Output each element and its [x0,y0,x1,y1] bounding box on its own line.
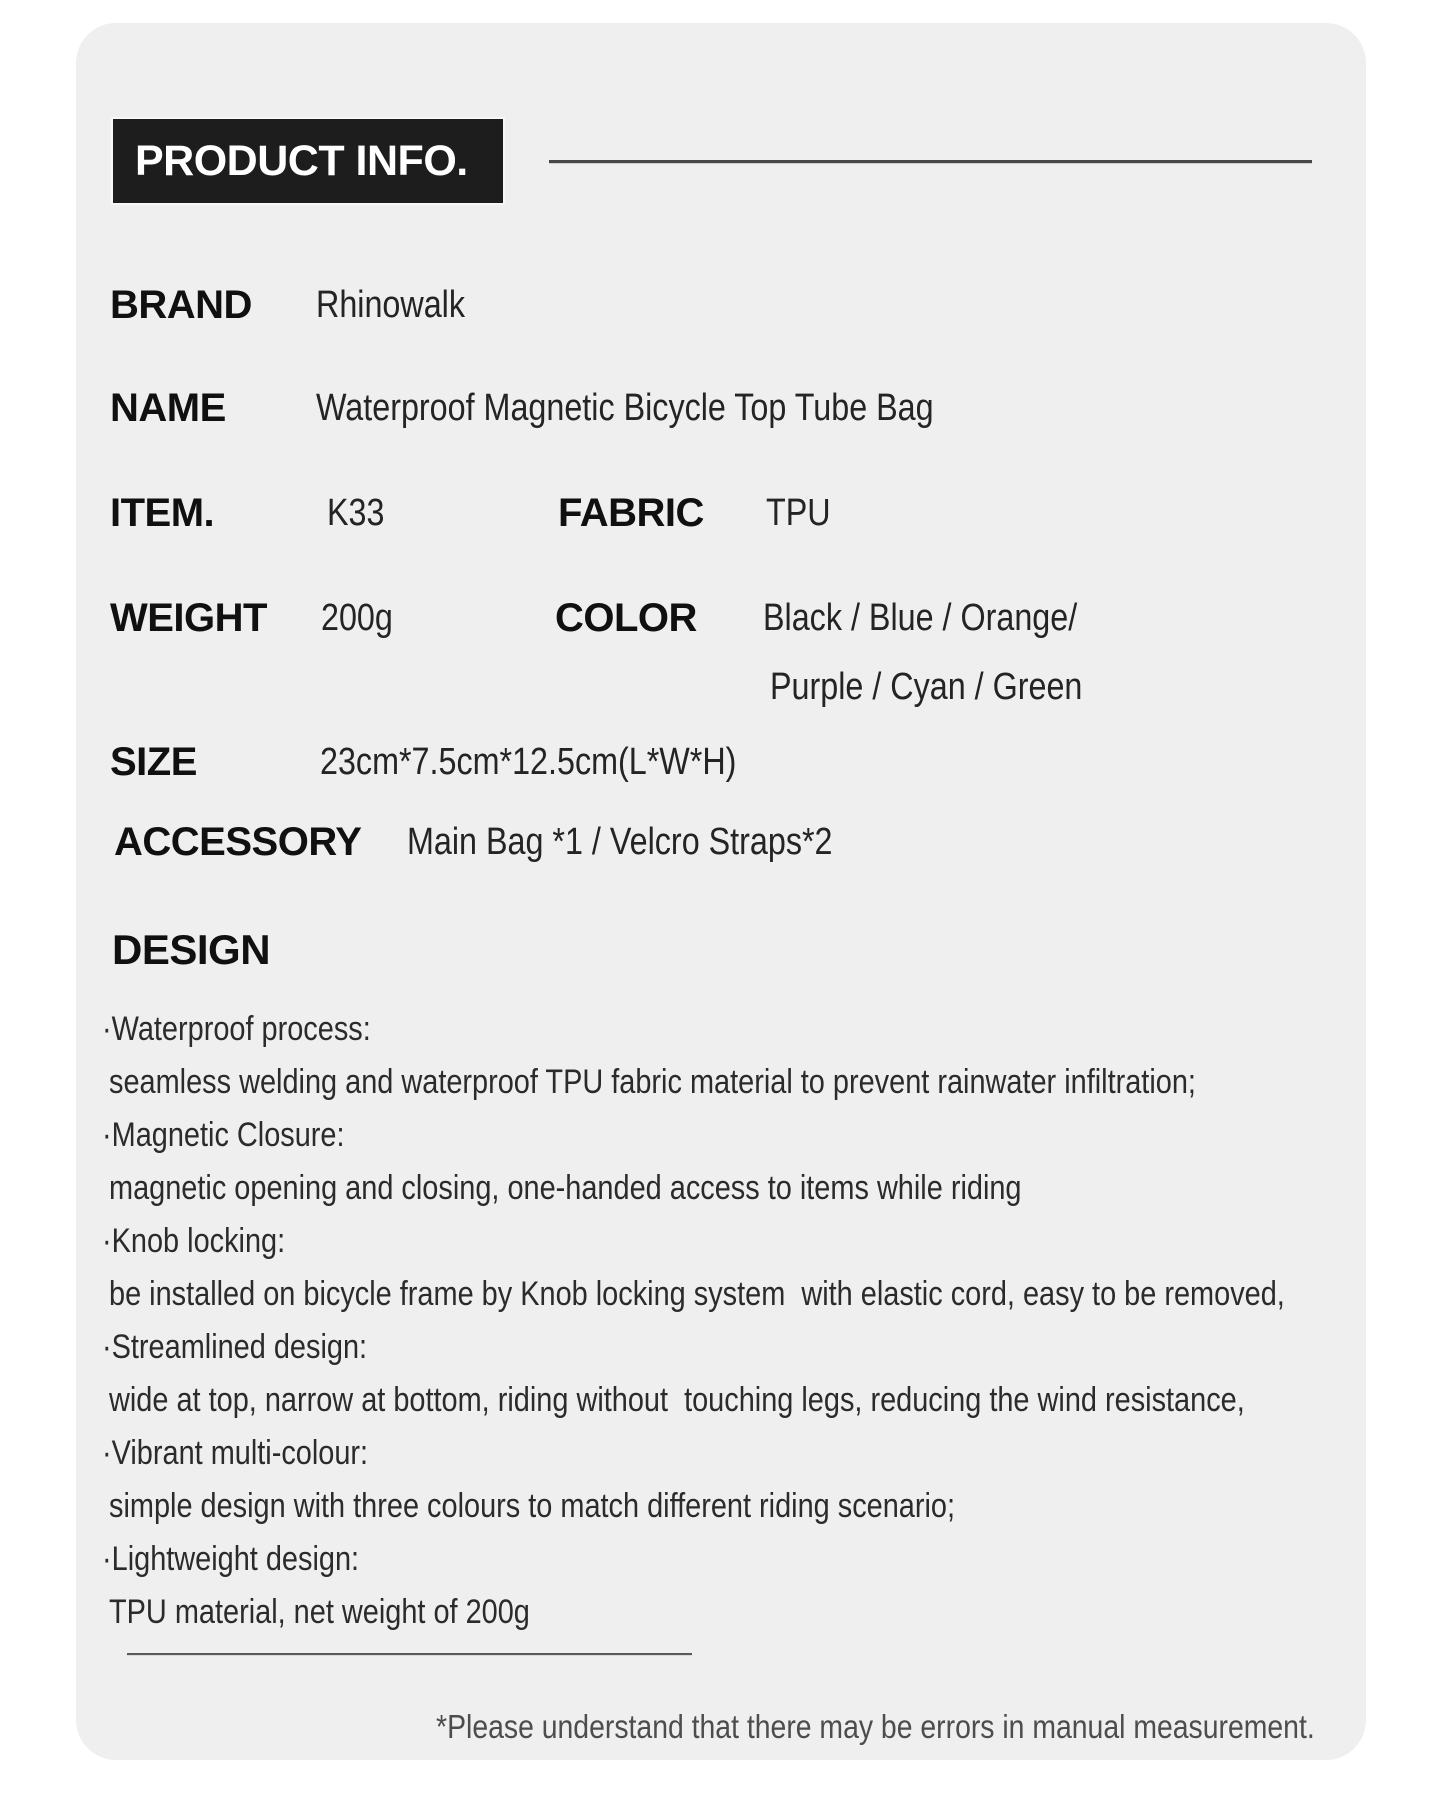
brand-value: Rhinowalk [316,284,466,326]
design-item-desc: simple design with three colours to match different riding scenario; [109,1487,956,1525]
color-value-line1: Black / Blue / Orange/ [763,597,1078,639]
product-info-card [76,23,1366,1760]
design-item-desc: TPU material, net weight of 200g [109,1593,530,1631]
fabric-value: TPU [766,492,831,534]
item-value: K33 [327,492,385,534]
design-heading: DESIGN [112,926,271,973]
design-item-desc: be installed on bicycle frame by Knob locking system with elastic cord, easy to be removed, [109,1275,1285,1313]
accessory-value: Main Bag *1 / Velcro Straps*2 [407,821,833,863]
design-feature-list [102,1003,1364,1639]
design-item-title: ·Lightweight design: [102,1540,360,1578]
measurement-note: *Please understand that there may be errors in manual measurement. [436,1708,1315,1745]
design-item-title: ·Magnetic Closure: [102,1116,345,1154]
color-label: COLOR [555,596,697,640]
design-item-title: ·Streamlined design: [102,1328,368,1366]
footer-divider-line [127,1653,692,1656]
weight-value: 200g [321,597,393,639]
name-label: NAME [110,386,226,430]
weight-label: WEIGHT [110,596,267,640]
design-item-title: ·Knob locking: [102,1222,286,1260]
design-item-desc: magnetic opening and closing, one-handed access to items while riding [109,1169,1022,1207]
accessory-label: ACCESSORY [114,820,362,864]
brand-label: BRAND [110,283,252,327]
fabric-label: FABRIC [558,491,704,535]
design-item-title: ·Vibrant multi-colour: [102,1434,369,1472]
item-label: ITEM. [110,491,215,535]
design-item-desc: seamless welding and waterproof TPU fabric material to prevent rainwater infiltration; [109,1063,1196,1101]
product-info-badge-label: PRODUCT INFO. [135,136,468,185]
design-item-title: ·Waterproof process: [102,1010,371,1048]
size-label: SIZE [110,740,197,784]
name-value: Waterproof Magnetic Bicycle Top Tube Bag [316,387,934,429]
header-divider-line [549,160,1312,164]
design-item-desc: wide at top, narrow at bottom, riding without touching legs, reducing the wind resistance, [109,1381,1245,1419]
color-value-line2: Purple / Cyan / Green [770,666,1083,708]
size-value: 23cm*7.5cm*12.5cm(L*W*H) [320,741,737,783]
product-info-badge [113,119,503,203]
